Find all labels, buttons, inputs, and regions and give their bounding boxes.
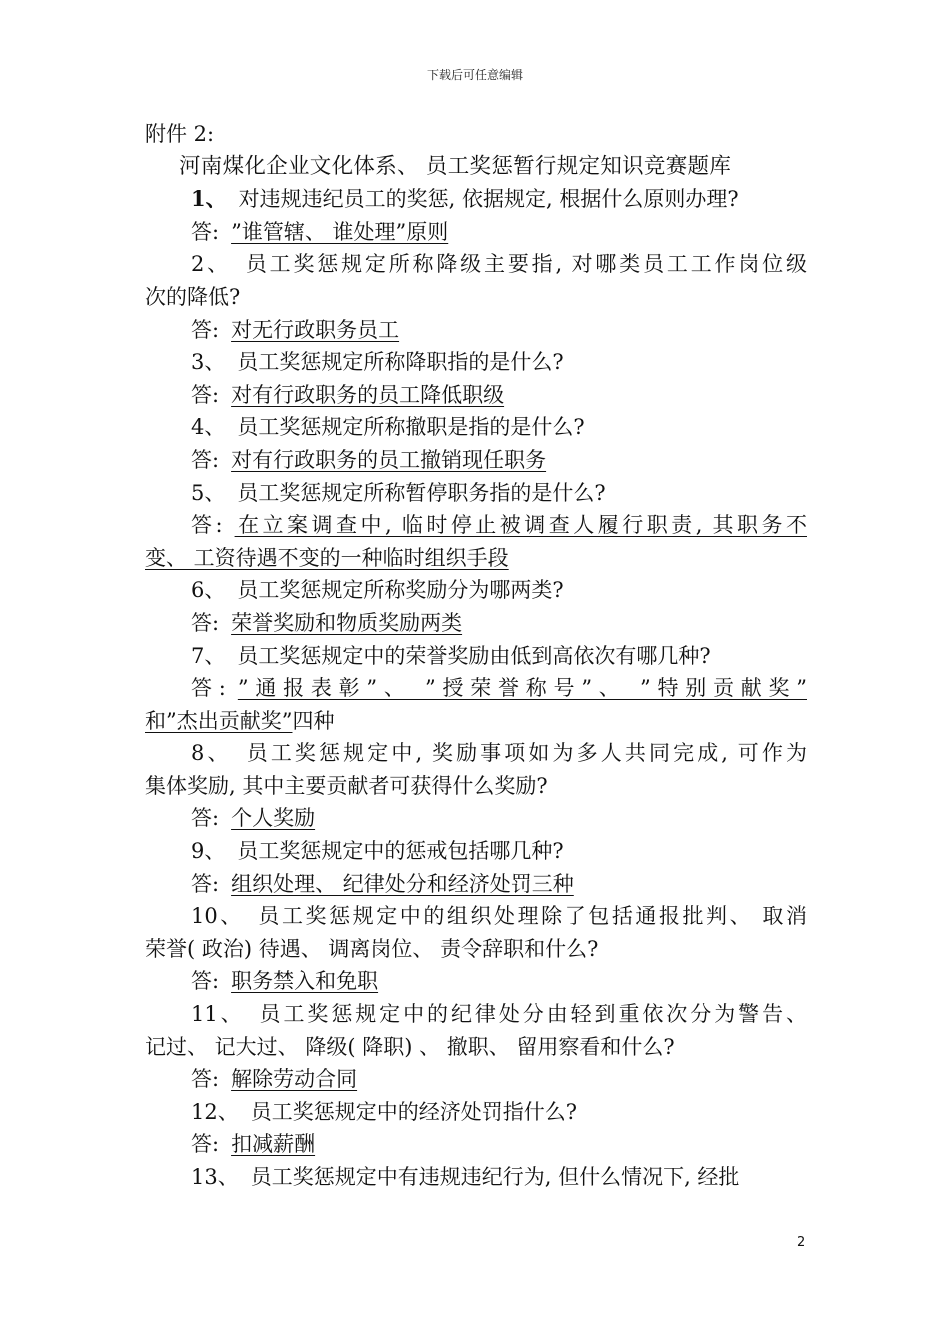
answer-line: [145, 868, 807, 901]
answer-prefix: 答:: [191, 610, 220, 635]
question-text: 员工奖惩规定所称降级主要指, 对哪类员工工作岗位级: [243, 252, 807, 277]
answer-line: [145, 314, 807, 347]
answer-prefix: 答:: [191, 219, 220, 244]
question-line: [145, 1161, 807, 1194]
answer-text: 荣誉奖励和物质奖励两类: [231, 610, 463, 635]
question-text: 员工奖惩规定中的荣誉奖励由低到高依次有哪几种?: [237, 643, 711, 668]
answer-line: [145, 1128, 807, 1161]
answer-prefix: 答:: [191, 447, 220, 472]
question-number: 6、: [191, 578, 226, 603]
question-line: [145, 281, 807, 314]
question-line: [145, 998, 807, 1031]
question-line: [145, 770, 807, 803]
question-text: 员工奖惩规定所称奖励分为哪两类?: [237, 578, 564, 603]
answer-line: [145, 444, 807, 477]
answer-line: [145, 1063, 807, 1096]
question-number: 9、: [191, 839, 226, 864]
question-number: 10、: [191, 904, 244, 929]
answer-suffix: 四种: [292, 708, 335, 733]
answer-text: ”通报表彰”、 ”授荣誉称号”、 ”特别贡献奖”: [237, 676, 807, 701]
answer-line: [145, 802, 807, 835]
page-number: 2: [797, 1235, 806, 1250]
document-body: [145, 118, 807, 1194]
question-text: 员工奖惩规定中的经济处罚指什么?: [250, 1099, 577, 1124]
answer-text: 职务禁入和免职: [231, 969, 379, 994]
attachment-label: 附件 2:: [145, 122, 215, 146]
question-text: 员工奖惩规定所称降职指的是什么?: [237, 350, 564, 375]
answer-line: [145, 965, 807, 998]
question-number: 5、: [191, 480, 226, 505]
question-line: [145, 1031, 807, 1064]
answer-prefix: 答:: [191, 676, 226, 701]
answer-prefix: 答:: [191, 806, 220, 831]
question-line: [145, 477, 807, 510]
question-text: 员工奖惩规定中, 奖励事项如为多人共同完成, 可作为: [243, 741, 807, 766]
question-text: 员工奖惩规定中的组织处理除了包括通报批判、 取消: [255, 904, 807, 929]
question-number: 11、: [191, 1002, 245, 1027]
question-line: [145, 933, 807, 966]
question-number: 8、: [191, 741, 232, 766]
answer-line: [145, 607, 807, 640]
answer-prefix: 答:: [191, 969, 220, 994]
question-number: 2、: [191, 252, 231, 277]
answer-text: 解除劳动合同: [231, 1067, 358, 1092]
document-title: 河南煤化企业文化体系、 员工奖惩暂行规定知识竞赛题库: [179, 153, 732, 179]
answer-line: [145, 216, 807, 249]
answer-prefix: 答:: [191, 1067, 220, 1092]
answer-prefix: 答:: [191, 382, 220, 407]
question-number: 4、: [191, 415, 226, 440]
question-text: 记过、 记大过、 降级( 降职) 、 撤职、 留用察看和什么?: [145, 1034, 675, 1059]
question-text: 集体奖励, 其中主要贡献者可获得什么奖励?: [145, 773, 548, 798]
answer-prefix: 答:: [191, 317, 220, 342]
question-text: 员工奖惩规定所称撤职是指的是什么?: [237, 415, 585, 440]
question-line: [145, 574, 807, 607]
question-line: [145, 737, 807, 770]
question-line: [145, 835, 807, 868]
question-text: 员工奖惩规定中的惩戒包括哪几种?: [237, 839, 564, 864]
answer-text: 组织处理、 纪律处分和经济处罚三种: [231, 871, 574, 896]
answer-text: 对无行政职务员工: [231, 317, 400, 342]
answer-text: 和”杰出贡献奖”: [145, 708, 293, 733]
question-text: 员工奖惩规定中有违规违纪行为, 但什么情况下, 经批: [250, 1165, 740, 1189]
question-line: [145, 1096, 807, 1129]
answer-line: [145, 379, 807, 412]
question-text: 对违规违纪员工的奖惩, 依据规定, 根据什么原则办理?: [238, 187, 739, 212]
question-line: [145, 183, 807, 216]
answer-text: 个人奖励: [231, 806, 316, 831]
question-number: 13、: [191, 1165, 239, 1189]
header-note: 下载后可任意编辑: [426, 68, 523, 82]
question-line: [145, 411, 807, 444]
answer-text: 对有行政职务的员工降低职级: [231, 382, 505, 407]
question-number: 1、: [191, 186, 227, 212]
question-number: 12、: [191, 1099, 239, 1124]
answer-line: [145, 705, 807, 738]
question-line: [145, 640, 807, 673]
question-line: [145, 346, 807, 379]
answer-text: ”谁管辖、 谁处理”原则: [231, 219, 449, 244]
question-text: 次的降低?: [145, 284, 241, 309]
answer-line: [145, 672, 807, 705]
answer-prefix: 答:: [191, 871, 220, 896]
answer-line: [145, 509, 807, 542]
answer-prefix: 答:: [191, 1132, 220, 1157]
question-text: 荣誉( 政治) 待遇、 调离岗位、 责令辞职和什么?: [145, 936, 599, 961]
answer-text: 扣减薪酬: [231, 1132, 316, 1157]
question-text: 员工奖惩规定中的纪律处分由轻到重依次分为警告、: [256, 1002, 807, 1027]
question-number: 3、: [191, 350, 226, 375]
answer-text: 对有行政职务的员工撤销现任职务: [231, 447, 547, 472]
question-line: [145, 248, 807, 281]
answer-prefix: 答:: [191, 513, 223, 538]
answer-text: 在立案调查中, 临时停止被调查人履行职责, 其职务不: [234, 513, 807, 538]
question-number: 7、: [191, 643, 226, 668]
question-line: [145, 900, 807, 933]
answer-line: [145, 542, 807, 575]
question-text: 员工奖惩规定所称暂停职务指的是什么?: [237, 480, 606, 505]
answer-text: 变、 工资待遇不变的一种临时组织手段: [145, 545, 509, 570]
